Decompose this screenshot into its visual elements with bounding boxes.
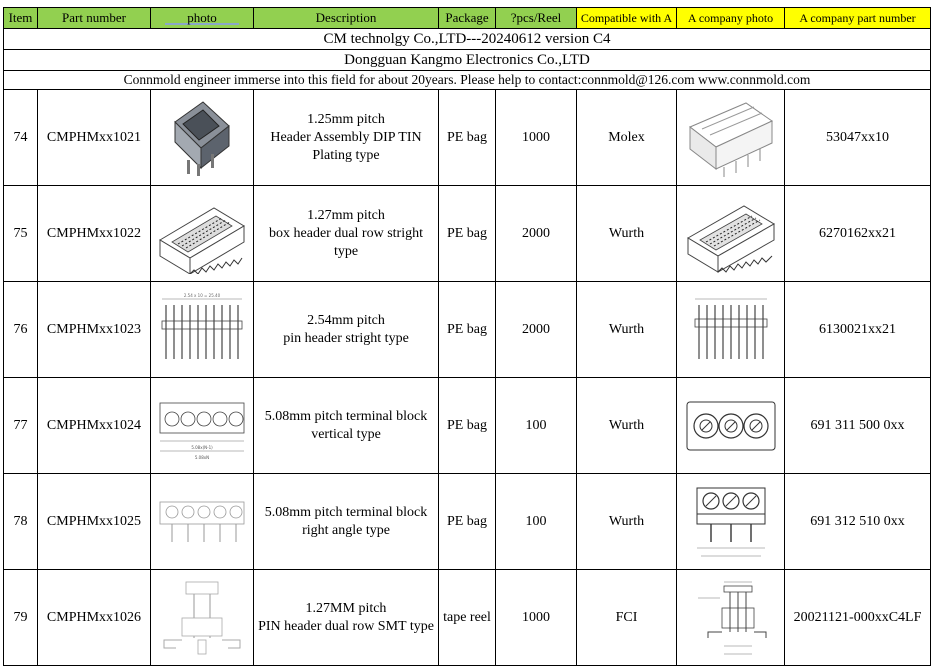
photo-cell — [151, 378, 254, 474]
compatible-brand: FCI — [577, 570, 677, 666]
part-number: CMPHMxx1024 — [38, 378, 151, 474]
terminal-block-vertical-drawing — [156, 389, 248, 463]
column-headers — [4, 8, 931, 29]
description-line: 1.27MM pitch — [305, 600, 387, 616]
package: PE bag — [439, 186, 496, 282]
product-table — [3, 7, 931, 666]
company-name: Dongguan Kangmo Electronics Co.,LTD — [4, 50, 931, 71]
description-line: right angle type — [302, 522, 390, 538]
description — [254, 474, 439, 570]
col-package: Package — [439, 8, 496, 29]
col-item: Item — [4, 8, 38, 29]
col-photo-label: photo — [187, 10, 217, 25]
table-row — [4, 186, 931, 282]
part-number: CMPHMxx1025 — [38, 474, 151, 570]
item-number: 78 — [4, 474, 38, 570]
description — [254, 282, 439, 378]
part-number: CMPHMxx1026 — [38, 570, 151, 666]
part-number: CMPHMxx1021 — [38, 90, 151, 186]
col-photo — [151, 8, 254, 29]
col-a-photo: A company photo — [677, 8, 785, 29]
description-line: 5.08mm pitch terminal block — [264, 504, 428, 520]
photo-cell — [151, 282, 254, 378]
compatible-brand: Wurth — [577, 282, 677, 378]
a-photo-cell — [677, 186, 785, 282]
company-row — [4, 50, 931, 71]
photo-cell — [151, 474, 254, 570]
qty: 100 — [496, 474, 577, 570]
qty: 1000 — [496, 570, 577, 666]
photo-cell — [151, 570, 254, 666]
item-number: 76 — [4, 282, 38, 378]
header-3d-photo — [161, 98, 243, 178]
package: PE bag — [439, 378, 496, 474]
description — [254, 90, 439, 186]
table-row — [4, 474, 931, 570]
item-number: 75 — [4, 186, 38, 282]
a-pin-header-drawing — [689, 293, 773, 367]
description-line: box header dual row stright — [269, 225, 423, 241]
a-part-number: 691 312 510 0xx — [785, 474, 931, 570]
table-row — [4, 378, 931, 474]
document-title: CM technolgy Co.,LTD---20240612 version C4 — [4, 29, 931, 50]
a-terminal-block-right-angle-drawing — [691, 482, 771, 562]
a-photo-cell — [677, 378, 785, 474]
col-a-part: A company part number — [785, 8, 931, 29]
a-part-number: 691 311 500 0xx — [785, 378, 931, 474]
svg-text:2.54 x 10 = 25.40: 2.54 x 10 = 25.40 — [183, 292, 221, 298]
item-number: 79 — [4, 570, 38, 666]
table-row — [4, 570, 931, 666]
description-line: PIN header dual row SMT type — [258, 618, 434, 634]
description-line: 5.08mm pitch terminal block — [264, 408, 428, 424]
a-part-number: 6130021xx21 — [785, 282, 931, 378]
description-line: pin header stright type — [283, 330, 409, 346]
a-part-number: 53047xx10 — [785, 90, 931, 186]
description-line: Header Assembly DIP TIN — [270, 129, 422, 145]
contact-line: Connmold engineer immerse into this field for about 20years. Please help to contact:connmold@126.com www.connmold.com — [4, 71, 931, 90]
item-number: 77 — [4, 378, 38, 474]
item-number: 74 — [4, 90, 38, 186]
photo-cell — [151, 186, 254, 282]
qty: 2000 — [496, 282, 577, 378]
svg-text:5.08x(N-1): 5.08x(N-1) — [191, 444, 213, 450]
a-photo-cell — [677, 474, 785, 570]
package: PE bag — [439, 282, 496, 378]
compatible-brand: Wurth — [577, 378, 677, 474]
package: PE bag — [439, 474, 496, 570]
description-line: vertical type — [311, 426, 381, 442]
a-smt-header-drawing — [694, 578, 768, 658]
title-row — [4, 29, 931, 50]
svg-text:5.08xN: 5.08xN — [194, 454, 210, 460]
description — [254, 186, 439, 282]
smt-header-drawing — [156, 578, 248, 658]
compatible-brand: Wurth — [577, 474, 677, 570]
compatible-brand: Molex — [577, 90, 677, 186]
table-row — [4, 282, 931, 378]
description-line: Plating type — [312, 147, 380, 163]
a-part-number: 6270162xx21 — [785, 186, 931, 282]
description-line: 2.54mm pitch — [307, 312, 385, 328]
compatible-brand: Wurth — [577, 186, 677, 282]
description-line: type — [333, 243, 359, 259]
box-header-drawing — [156, 194, 248, 274]
a-part-number: 20021121-000xxC4LF — [785, 570, 931, 666]
a-photo-cell — [677, 90, 785, 186]
description — [254, 378, 439, 474]
a-photo-cell — [677, 570, 785, 666]
pin-header-drawing — [156, 293, 248, 367]
description-line: 1.25mm pitch — [307, 111, 385, 127]
photo-cell — [151, 90, 254, 186]
description-line: 1.27mm pitch — [307, 207, 385, 223]
col-description: Description — [254, 8, 439, 29]
terminal-block-right-angle-drawing — [156, 492, 248, 552]
table-row — [4, 90, 931, 186]
package: tape reel — [439, 570, 496, 666]
a-header-drawing — [684, 97, 778, 179]
qty: 100 — [496, 378, 577, 474]
qty: 2000 — [496, 186, 577, 282]
description — [254, 570, 439, 666]
col-qty: ?pcs/Reel — [496, 8, 577, 29]
a-photo-cell — [677, 282, 785, 378]
contact-row — [4, 71, 931, 90]
part-number: CMPHMxx1023 — [38, 282, 151, 378]
col-compatible: Compatible with A — [577, 8, 677, 29]
a-terminal-block-drawing — [684, 394, 778, 458]
part-number: CMPHMxx1022 — [38, 186, 151, 282]
col-part-number: Part number — [38, 8, 151, 29]
qty: 1000 — [496, 90, 577, 186]
package: PE bag — [439, 90, 496, 186]
a-box-header-drawing — [684, 194, 778, 274]
